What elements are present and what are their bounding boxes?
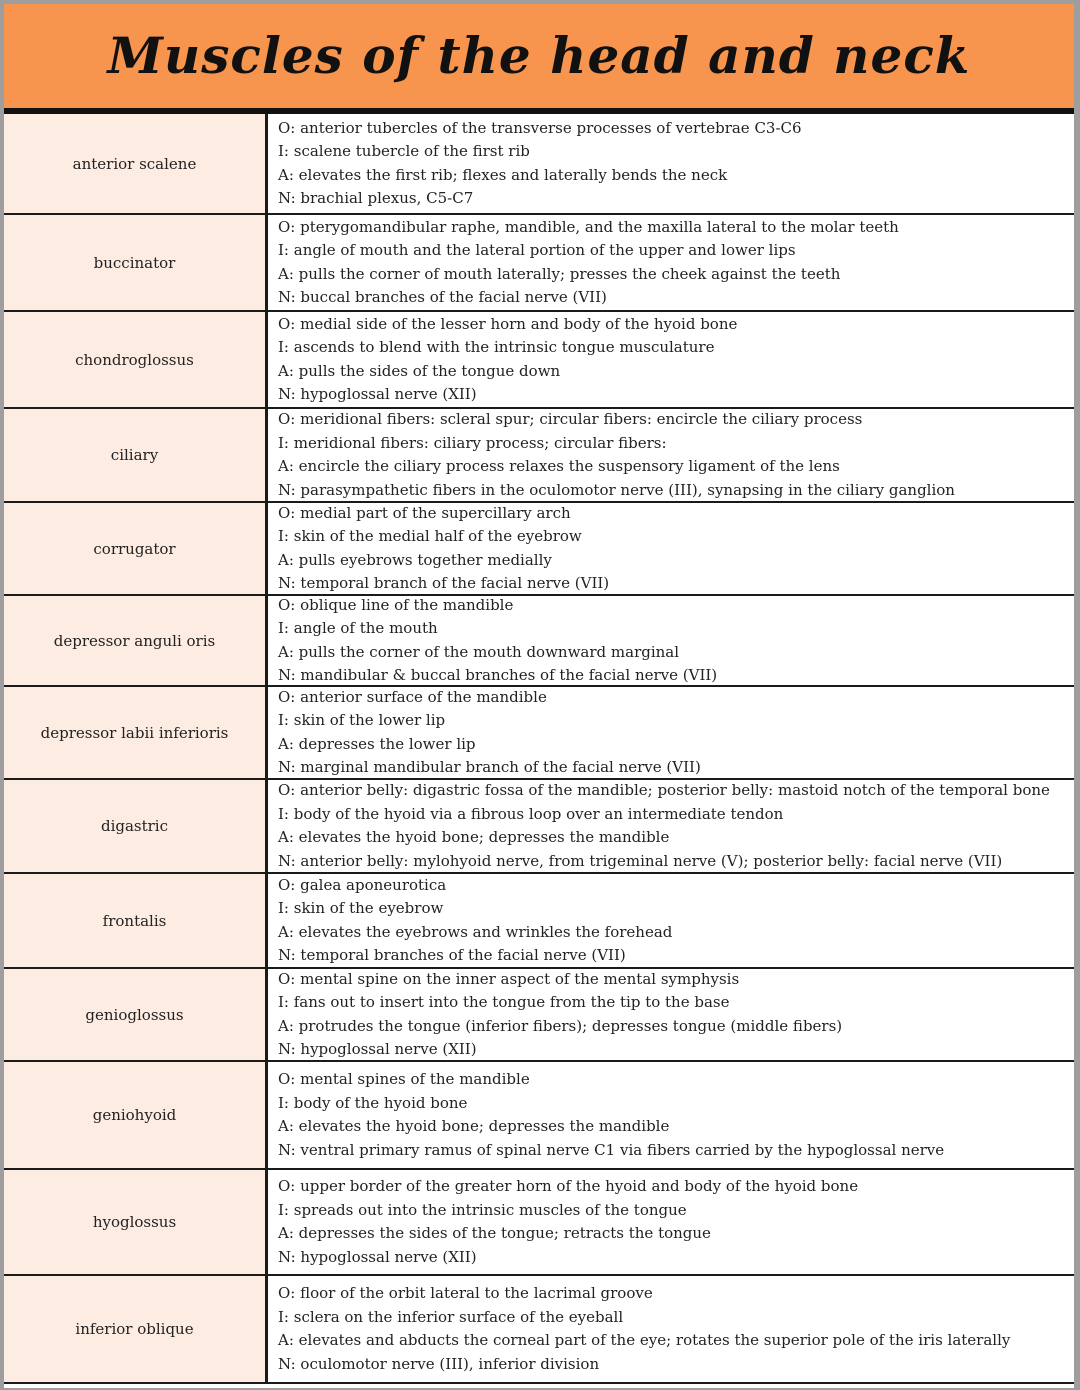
insertion-line: I: scalene tubercle of the first rib [278, 142, 530, 160]
muscle-details [268, 874, 1074, 967]
origin-line: O: medial part of the supercillary arch [278, 503, 571, 522]
table-row [4, 409, 1074, 503]
nerve-line: N: buccal branches of the facial nerve (VII) [278, 288, 607, 306]
muscle-details [268, 503, 1074, 594]
origin-line: O: upper border of the greater horn of the hyoid and body of the hyoid bone [278, 1177, 859, 1195]
insertion-line: I: ascends to blend with the intrinsic tongue musculature [278, 338, 715, 356]
origin-line: O: medial side of the lesser horn and body of the hyoid bone [278, 314, 738, 333]
action-line: A: elevates the hyoid bone; depresses the mandible [278, 1117, 670, 1135]
muscle-name: depressor anguli oris [4, 596, 268, 685]
origin-line: O: mental spine on the inner aspect of the mental symphysis [278, 969, 740, 988]
nerve-line: N: hypoglossal nerve (XII) [278, 1247, 477, 1266]
table-row [4, 1276, 1074, 1384]
insertion-line: I: angle of mouth and the lateral portion of the upper and lower lips [278, 241, 796, 259]
muscle-details [268, 780, 1074, 872]
nerve-line: N: oculomotor nerve (III), inferior division [278, 1354, 600, 1373]
muscle-details [268, 1276, 1074, 1382]
insertion-line: I: fans out to insert into the tongue from the tip to the base [278, 993, 730, 1011]
nerve-line: N: brachial plexus, C5-C7 [278, 189, 474, 207]
table-row [4, 312, 1074, 409]
title-banner [4, 4, 1074, 114]
origin-line: O: floor of the orbit lateral to the lacrimal groove [278, 1284, 653, 1302]
action-line: A: depresses the lower lip [278, 734, 476, 753]
muscle-table [4, 114, 1074, 1384]
muscle-details [268, 114, 1074, 213]
nerve-line: N: hypoglossal nerve (XII) [278, 1040, 477, 1058]
table-row [4, 503, 1074, 596]
table-row [4, 114, 1074, 215]
origin-line: O: anterior surface of the mandible [278, 687, 547, 706]
action-line: A: protrudes the tongue (inferior fibers); depresses tongue (middle fibers) [278, 1016, 843, 1035]
action-line: A: pulls the sides of the tongue down [278, 361, 561, 380]
action-line: A: pulls eyebrows together medially [278, 550, 552, 569]
muscle-name: anterior scalene [4, 114, 268, 213]
nerve-line: N: mandibular & buccal branches of the facial nerve (VII) [278, 666, 718, 684]
action-line: A: elevates the eyebrows and wrinkles the forehead [278, 922, 673, 941]
table-row [4, 1170, 1074, 1276]
muscle-details [268, 312, 1074, 407]
table-row [4, 874, 1074, 969]
action-line: A: encircle the ciliary process relaxes the suspensory ligament of the lens [278, 457, 840, 475]
worksheet-page [4, 4, 1074, 1388]
insertion-line: I: skin of the eyebrow [278, 899, 444, 917]
muscle-name: depressor labii inferioris [4, 687, 268, 778]
insertion-line: I: meridional fibers: ciliary process; circular fibers: [278, 433, 667, 452]
table-row [4, 780, 1074, 874]
insertion-line: I: sclera on the inferior surface of the eyeball [278, 1307, 624, 1326]
table-row [4, 1062, 1074, 1170]
origin-line: O: meridional fibers: scleral spur; circular fibers: encircle the ciliary process [278, 410, 863, 428]
insertion-line: I: skin of the medial half of the eyebrow [278, 527, 582, 545]
page-title: Muscles of the head and neck [107, 25, 971, 85]
action-line: A: pulls the corner of mouth laterally; presses the cheek against the teeth [278, 264, 841, 283]
action-line: A: elevates the first rib; flexes and laterally bends the neck [278, 165, 728, 184]
origin-line: O: anterior tubercles of the transverse processes of vertebrae C3-C6 [278, 118, 802, 137]
insertion-line: I: body of the hyoid via a fibrous loop over an intermediate tendon [278, 804, 784, 823]
table-row [4, 596, 1074, 687]
action-line: A: pulls the corner of the mouth downward marginal [278, 642, 680, 661]
muscle-name: corrugator [4, 503, 268, 594]
muscle-name: frontalis [4, 874, 268, 967]
muscle-name: digastric [4, 780, 268, 872]
table-row [4, 687, 1074, 780]
muscle-name: geniohyoid [4, 1062, 268, 1168]
nerve-line: N: marginal mandibular branch of the facial nerve (VII) [278, 758, 701, 776]
action-line: A: elevates and abducts the corneal part of the eye; rotates the superior pole of the iris laterally [278, 1331, 1011, 1349]
muscle-details [268, 687, 1074, 778]
insertion-line: I: angle of the mouth [278, 619, 438, 637]
origin-line: O: oblique line of the mandible [278, 595, 514, 614]
table-row [4, 215, 1074, 312]
nerve-line: N: parasympathetic fibers in the oculomotor nerve (III), synapsing in the ciliary ganglion [278, 480, 955, 499]
muscle-name: buccinator [4, 215, 268, 310]
table-row [4, 969, 1074, 1062]
origin-line: O: mental spines of the mandible [278, 1070, 530, 1088]
muscle-name: ciliary [4, 409, 268, 501]
origin-line: O: galea aponeurotica [278, 875, 447, 894]
muscle-name: chondroglossus [4, 312, 268, 407]
nerve-line: N: temporal branches of the facial nerve (VII) [278, 946, 626, 964]
action-line: A: depresses the sides of the tongue; retracts the tongue [278, 1224, 711, 1242]
insertion-line: I: spreads out into the intrinsic muscles of the tongue [278, 1200, 687, 1219]
muscle-details [268, 1062, 1074, 1168]
muscle-details [268, 969, 1074, 1060]
muscle-details [268, 596, 1074, 685]
nerve-line: N: temporal branch of the facial nerve (VII) [278, 574, 610, 592]
origin-line: O: pterygomandibular raphe, mandible, and the maxilla lateral to the molar teeth [278, 217, 899, 236]
nerve-line: N: ventral primary ramus of spinal nerve C1 via fibers carried by the hypoglossal nerve [278, 1140, 945, 1159]
nerve-line: N: anterior belly: mylohyoid nerve, from trigeminal nerve (V); posterior belly: facial nerve (VII) [278, 851, 1003, 870]
muscle-details [268, 1170, 1074, 1274]
muscle-name: inferior oblique [4, 1276, 268, 1382]
muscle-name: genioglossus [4, 969, 268, 1060]
insertion-line: I: body of the hyoid bone [278, 1093, 468, 1112]
insertion-line: I: skin of the lower lip [278, 711, 446, 729]
action-line: A: elevates the hyoid bone; depresses the mandible [278, 828, 670, 846]
muscle-details [268, 215, 1074, 310]
nerve-line: N: hypoglossal nerve (XII) [278, 385, 477, 403]
muscle-name: hyoglossus [4, 1170, 268, 1274]
muscle-details [268, 409, 1074, 501]
origin-line: O: anterior belly: digastric fossa of the mandible; posterior belly: mastoid notch of the temporal bone [278, 781, 1050, 799]
